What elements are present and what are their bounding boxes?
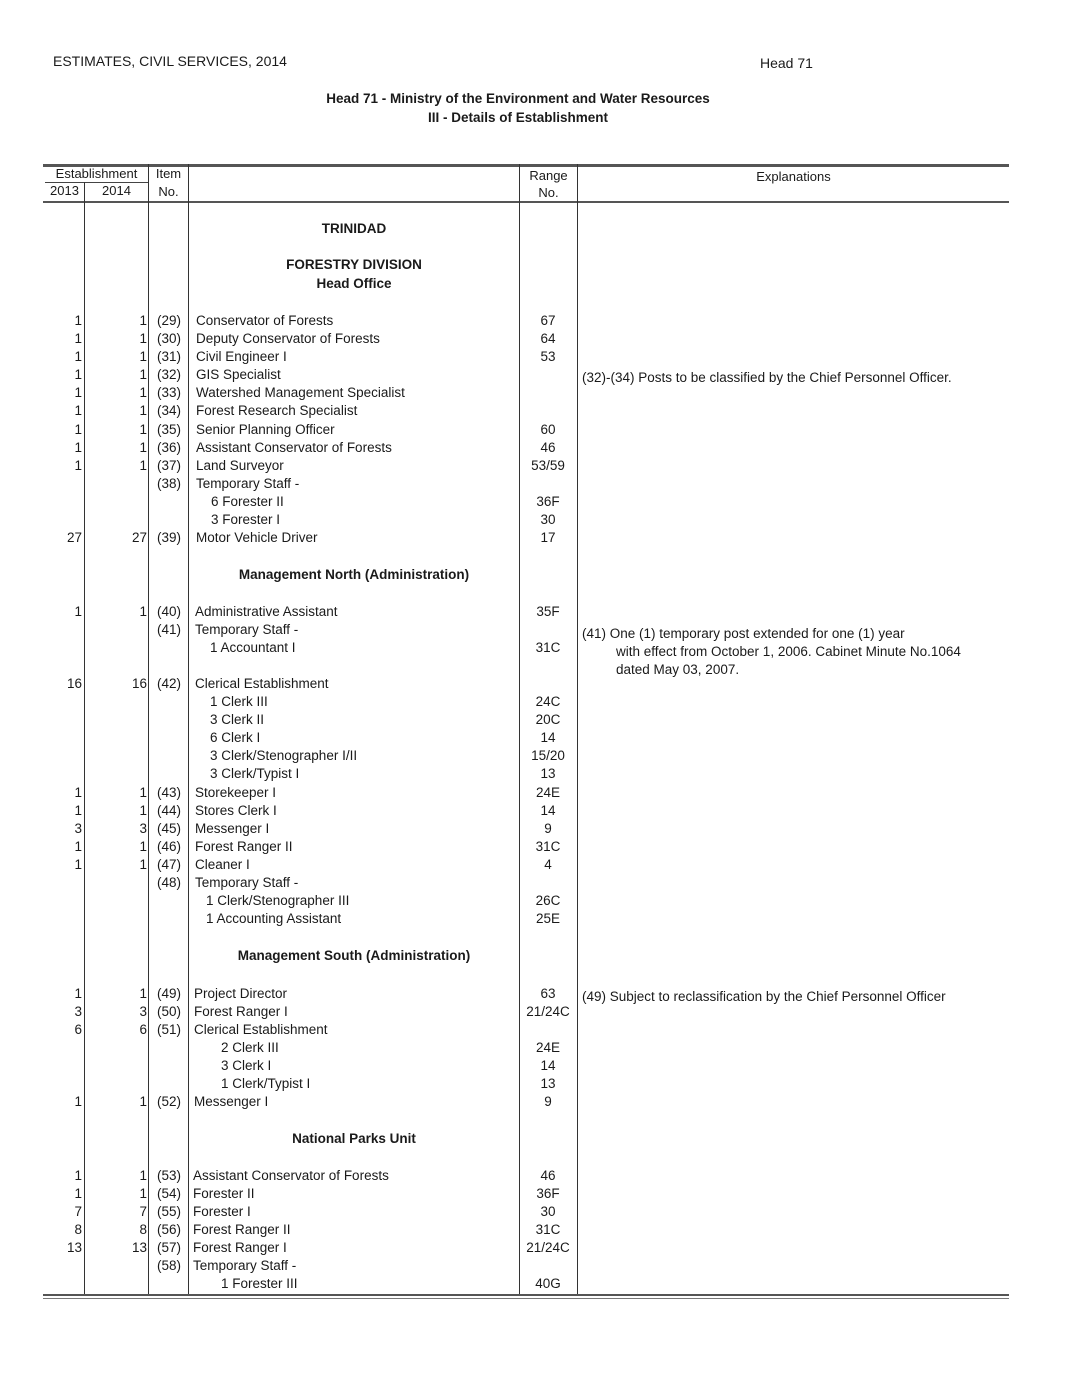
item-number: (49)	[156, 986, 181, 1001]
explanation-41-line2: with effect from October 1, 2006. Cabinet Minute No.1064	[616, 644, 961, 659]
establishment-2013: 1	[74, 458, 82, 473]
establishment-2014: 1	[139, 403, 147, 418]
post-title: Assistant Conservator of Forests	[193, 1168, 389, 1183]
range-number: 36F	[536, 494, 560, 509]
item-number: (56)	[156, 1222, 181, 1237]
col-head-range: Range	[529, 168, 568, 183]
establishment-2013: 8	[74, 1222, 82, 1237]
establishment-2014: 13	[131, 1240, 147, 1255]
establishment-2014: 1	[139, 331, 147, 346]
establishment-2013: 1	[74, 313, 82, 328]
col-head-item: Item	[155, 166, 182, 181]
table-row	[0, 676, 1071, 694]
table-row	[0, 1204, 1071, 1222]
table-row	[0, 1058, 1071, 1076]
range-number: 60	[540, 422, 556, 437]
establishment-2014: 6	[139, 1022, 147, 1037]
range-number: 21/24C	[526, 1004, 570, 1019]
post-title: Temporary Staff -	[195, 875, 299, 890]
establishment-2013: 16	[66, 676, 82, 691]
table-row	[0, 875, 1071, 893]
table-row	[0, 349, 1071, 367]
item-number: (38)	[156, 476, 181, 491]
establishment-2013: 1	[74, 385, 82, 400]
post-title: Messenger I	[194, 1094, 269, 1109]
table-row	[0, 803, 1071, 821]
col-head-2014: 2014	[102, 183, 131, 198]
post-title: Deputy Conservator of Forests	[196, 331, 380, 346]
col-head-explanations: Explanations	[756, 169, 831, 184]
range-number: 31C	[535, 1222, 561, 1237]
item-number: (32)	[156, 367, 181, 382]
col-head-item-no: No.	[158, 184, 179, 199]
table-row	[0, 313, 1071, 331]
post-title: Civil Engineer I	[196, 349, 287, 364]
establishment-2013: 13	[66, 1240, 82, 1255]
table-row	[0, 1094, 1071, 1112]
post-title: 1 Clerk III	[210, 694, 268, 709]
establishment-2013: 27	[66, 530, 82, 545]
table-row	[0, 712, 1071, 730]
post-title: Forest Ranger II	[193, 1222, 291, 1237]
range-number: 13	[540, 766, 556, 781]
range-number: 9	[544, 821, 552, 836]
item-number: (37)	[156, 458, 181, 473]
post-title: Conservator of Forests	[196, 313, 334, 328]
item-number: (52)	[156, 1094, 181, 1109]
range-number: 64	[540, 331, 556, 346]
table-row	[0, 839, 1071, 857]
post-title: Senior Planning Officer	[196, 422, 335, 437]
establishment-2013: 1	[74, 331, 82, 346]
table-row	[0, 785, 1071, 803]
establishment-2014: 1	[139, 422, 147, 437]
establishment-2014: 3	[139, 821, 147, 836]
post-title: 6 Forester II	[211, 494, 284, 509]
post-title: Storekeeper I	[195, 785, 277, 800]
item-number: (41)	[156, 622, 181, 637]
establishment-2013: 6	[74, 1022, 82, 1037]
establishment-2013: 3	[74, 821, 82, 836]
post-title: 3 Clerk/Typist I	[210, 766, 300, 781]
range-number: 36F	[536, 1186, 560, 1201]
range-number: 14	[540, 1058, 556, 1073]
item-number: (46)	[156, 839, 181, 854]
range-number: 31C	[535, 839, 561, 854]
post-title: Cleaner I	[195, 857, 250, 872]
section-forestry-division: FORESTRY DIVISION	[286, 257, 422, 272]
section-national-parks: National Parks Unit	[292, 1131, 416, 1146]
table-row	[0, 1258, 1071, 1276]
item-number: (55)	[156, 1204, 181, 1219]
post-title: 3 Clerk I	[221, 1058, 272, 1073]
page-subtitle: III - Details of Establishment	[427, 110, 609, 125]
range-number: 63	[540, 986, 556, 1001]
item-number: (29)	[156, 313, 181, 328]
table-row	[0, 1276, 1071, 1294]
establishment-2013: 1	[74, 440, 82, 455]
establishment-2014: 1	[139, 785, 147, 800]
table-row	[0, 1186, 1071, 1204]
establishment-2013: 1	[74, 1094, 82, 1109]
item-number: (44)	[156, 803, 181, 818]
explanation-32-34: (32)-(34) Posts to be classified by the Chief Personnel Officer.	[582, 370, 952, 385]
establishment-2013: 1	[74, 1186, 82, 1201]
post-title: 3 Clerk II	[210, 712, 265, 727]
post-title: GIS Specialist	[196, 367, 281, 382]
establishment-2013: 1	[74, 1168, 82, 1183]
establishment-2014: 1	[139, 839, 147, 854]
range-number: 53	[540, 349, 556, 364]
range-number: 14	[540, 803, 556, 818]
item-number: (40)	[156, 604, 181, 619]
range-number: 67	[540, 313, 556, 328]
range-number: 20C	[535, 712, 561, 727]
item-number: (48)	[156, 875, 181, 890]
item-number: (47)	[156, 857, 181, 872]
table-row	[0, 911, 1071, 929]
post-title: Messenger I	[195, 821, 270, 836]
establishment-2013: 7	[74, 1204, 82, 1219]
post-title: Clerical Establishment	[195, 676, 329, 691]
item-number: (58)	[156, 1258, 181, 1273]
range-number: 40G	[535, 1276, 561, 1291]
table-row	[0, 494, 1071, 512]
table-row	[0, 1040, 1071, 1058]
post-title: 1 Clerk/Typist I	[221, 1076, 311, 1091]
establishment-2014: 1	[139, 385, 147, 400]
establishment-2014: 1	[139, 313, 147, 328]
post-title: Stores Clerk I	[195, 803, 277, 818]
range-number: 15/20	[531, 748, 565, 763]
table-row	[0, 1222, 1071, 1240]
establishment-2014: 1	[139, 349, 147, 364]
item-number: (34)	[156, 403, 181, 418]
establishment-2013: 3	[74, 1004, 82, 1019]
post-title: Temporary Staff -	[193, 1258, 297, 1273]
post-title: 3 Clerk/Stenographer I/II	[210, 748, 358, 763]
establishment-2013: 1	[74, 422, 82, 437]
table-row	[0, 1076, 1071, 1094]
table-row	[0, 403, 1071, 421]
table-row	[0, 748, 1071, 766]
post-title: Forester II	[193, 1186, 255, 1201]
post-title: Forest Ranger II	[195, 839, 293, 854]
col-head-range-no: No.	[538, 185, 559, 200]
establishment-2013: 1	[74, 349, 82, 364]
establishment-2013: 1	[74, 986, 82, 1001]
establishment-2013: 1	[74, 367, 82, 382]
establishment-2014: 1	[139, 367, 147, 382]
establishment-2014: 7	[139, 1204, 147, 1219]
explanation-41-line1: (41) One (1) temporary post extended for one (1) year	[582, 626, 905, 641]
establishment-2014: 1	[139, 1094, 147, 1109]
table-row	[0, 821, 1071, 839]
post-title: Temporary Staff -	[195, 622, 299, 637]
table-row	[0, 476, 1071, 494]
item-number: (39)	[156, 530, 181, 545]
section-trinidad: TRINIDAD	[321, 221, 387, 236]
item-number: (42)	[156, 676, 181, 691]
item-number: (45)	[156, 821, 181, 836]
establishment-2014: 1	[139, 1168, 147, 1183]
table-row	[0, 604, 1071, 622]
range-number: 21/24C	[526, 1240, 570, 1255]
col-head-establishment: Establishment	[55, 166, 138, 181]
table-row	[0, 1004, 1071, 1022]
table-row	[0, 1168, 1071, 1186]
explanation-41-line3: dated May 03, 2007.	[616, 662, 740, 677]
table-row	[0, 385, 1071, 403]
range-number: 46	[540, 440, 556, 455]
range-number: 30	[540, 512, 556, 527]
post-title: Project Director	[194, 986, 288, 1001]
range-number: 13	[540, 1076, 556, 1091]
establishment-2013: 1	[74, 785, 82, 800]
post-title: Temporary Staff -	[196, 476, 300, 491]
establishment-2013: 1	[74, 403, 82, 418]
establishment-2014: 1	[139, 458, 147, 473]
item-number: (43)	[156, 785, 181, 800]
post-title: 3 Forester I	[211, 512, 281, 527]
range-number: 24E	[535, 785, 561, 800]
item-number: (50)	[156, 1004, 181, 1019]
table-bottom-rule-1	[43, 1294, 1009, 1296]
item-number: (53)	[156, 1168, 181, 1183]
section-management-south: Management South (Administration)	[237, 948, 471, 963]
item-number: (57)	[156, 1240, 181, 1255]
establishment-2014: 1	[139, 604, 147, 619]
table-row	[0, 766, 1071, 784]
table-row	[0, 893, 1071, 911]
establishment-2014: 16	[131, 676, 147, 691]
range-number: 24C	[535, 694, 561, 709]
post-title: Assistant Conservator of Forests	[196, 440, 392, 455]
post-title: Forest Ranger I	[194, 1004, 288, 1019]
table-row	[0, 530, 1071, 548]
table-row	[0, 857, 1071, 875]
table-bottom-rule-2	[43, 1298, 1009, 1299]
range-number: 30	[540, 1204, 556, 1219]
table-row	[0, 512, 1071, 530]
table-row	[0, 422, 1071, 440]
range-number: 25E	[535, 911, 561, 926]
table-row	[0, 331, 1071, 349]
section-management-north: Management North (Administration)	[238, 567, 470, 582]
table-row	[0, 694, 1071, 712]
item-number: (51)	[156, 1022, 181, 1037]
post-title: Forest Ranger I	[193, 1240, 287, 1255]
document-header-right: Head 71	[760, 55, 813, 71]
post-title: 1 Accountant I	[210, 640, 296, 655]
table-row	[0, 730, 1071, 748]
establishment-2014: 1	[139, 857, 147, 872]
explanation-49: (49) Subject to reclassification by the Chief Personnel Officer	[582, 989, 946, 1004]
post-title: 1 Clerk/Stenographer III	[206, 893, 350, 908]
establishment-2013: 1	[74, 604, 82, 619]
post-title: Administrative Assistant	[195, 604, 338, 619]
range-number: 24E	[535, 1040, 561, 1055]
range-number: 9	[544, 1094, 552, 1109]
document-header-left: ESTIMATES, CIVIL SERVICES, 2014	[53, 53, 287, 69]
establishment-2014: 8	[139, 1222, 147, 1237]
establishment-2013: 1	[74, 857, 82, 872]
range-number: 31C	[535, 640, 561, 655]
establishment-2014: 27	[131, 530, 147, 545]
post-title: 6 Clerk I	[210, 730, 261, 745]
item-number: (30)	[156, 331, 181, 346]
post-title: Forester I	[193, 1204, 251, 1219]
establishment-2013: 1	[74, 803, 82, 818]
post-title: Watershed Management Specialist	[196, 385, 405, 400]
table-row	[0, 440, 1071, 458]
table-row	[0, 622, 1071, 640]
establishment-2014: 1	[139, 803, 147, 818]
establishment-2013: 1	[74, 839, 82, 854]
post-title: Forest Research Specialist	[196, 403, 358, 418]
post-title: 1 Forester III	[221, 1276, 298, 1291]
post-title: 2 Clerk III	[221, 1040, 279, 1055]
range-number: 4	[544, 857, 552, 872]
section-head-office: Head Office	[316, 276, 392, 291]
col-head-2013: 2013	[50, 183, 79, 198]
item-number: (36)	[156, 440, 181, 455]
table-row	[0, 1022, 1071, 1040]
table-row	[0, 458, 1071, 476]
range-number: 26C	[535, 893, 561, 908]
range-number: 35F	[536, 604, 560, 619]
page-title: Head 71 - Ministry of the Environment and Water Resources	[326, 91, 710, 106]
post-title: Clerical Establishment	[194, 1022, 328, 1037]
range-number: 46	[540, 1168, 556, 1183]
item-number: (35)	[156, 422, 181, 437]
range-number: 14	[540, 730, 556, 745]
range-number: 17	[540, 530, 556, 545]
item-number: (54)	[156, 1186, 181, 1201]
establishment-2014: 1	[139, 440, 147, 455]
item-number: (33)	[156, 385, 181, 400]
establishment-2014: 1	[139, 986, 147, 1001]
range-number: 53/59	[531, 458, 565, 473]
table-row	[0, 1240, 1071, 1258]
post-title: 1 Accounting Assistant	[206, 911, 342, 926]
post-title: Motor Vehicle Driver	[196, 530, 318, 545]
post-title: Land Surveyor	[196, 458, 284, 473]
establishment-2014: 3	[139, 1004, 147, 1019]
item-number: (31)	[156, 349, 181, 364]
establishment-2014: 1	[139, 1186, 147, 1201]
